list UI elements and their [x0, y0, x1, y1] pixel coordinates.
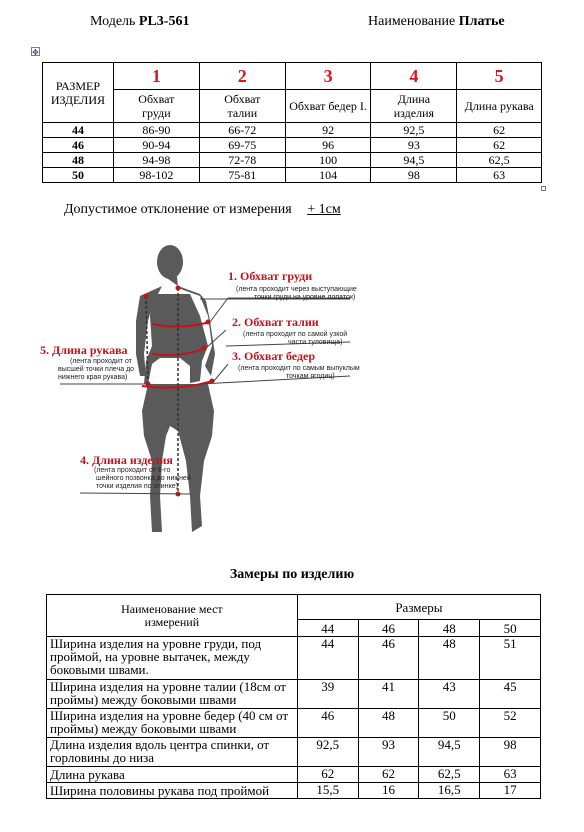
annotation-title: 1. Обхват груди — [228, 269, 313, 283]
value-cell: 94,5 — [419, 738, 480, 767]
annotation-title: 5. Длина рукава — [40, 343, 128, 357]
annotation-hips — [232, 349, 360, 380]
value-cell: 75-81 — [199, 168, 285, 183]
value-cell: 52 — [480, 709, 541, 738]
value-cell: 66-72 — [199, 123, 285, 138]
value-cell: 51 — [480, 637, 541, 680]
annotation-title: 2. Обхват талии — [232, 315, 319, 329]
table-row — [47, 680, 541, 709]
model-field — [90, 14, 189, 30]
annotation-note: шейного позвонка до нижней — [96, 475, 191, 482]
value-cell: 98 — [371, 168, 457, 183]
table-row — [43, 123, 542, 138]
measure-name: Ширина изделия на уровне груди, под проймой, на уровне вытачек, между боковыми швами. — [47, 637, 298, 680]
annotation-note: точки изделия по спинке) — [96, 483, 178, 490]
product-name-field — [368, 14, 505, 30]
column-label: Длина изделия — [371, 90, 457, 123]
measure-name: Длина изделия вдоль центра спинки, от горловины до низа — [47, 738, 298, 767]
value-cell: 98-102 — [113, 168, 199, 183]
size-header-cell: 46 — [358, 620, 419, 637]
column-number: 4 — [371, 63, 457, 90]
sizes-header: Размеры — [297, 595, 540, 620]
annotation-title: 3. Обхват бедер — [232, 349, 316, 363]
value-cell: 93 — [371, 138, 457, 153]
size-header-cell: 44 — [297, 620, 358, 637]
annotation-note: (лента проходит от — [70, 358, 132, 365]
table-row — [47, 738, 541, 767]
annotation-length — [80, 453, 191, 490]
value-cell: 98 — [480, 738, 541, 767]
measure-table — [46, 594, 541, 799]
measure-table-title: Замеры по изделию — [229, 567, 355, 582]
value-cell: 62 — [457, 138, 542, 153]
annotation-note: (лента проходит от 6-го — [94, 467, 171, 474]
size-table-header-labels — [43, 90, 542, 123]
measure-name: Длина рукава — [47, 767, 298, 783]
annotation-note: части туловища) — [288, 339, 343, 346]
table-row — [47, 783, 541, 799]
size-cell: 44 — [43, 123, 114, 138]
column-number: 5 — [457, 63, 542, 90]
column-number: 1 — [113, 63, 199, 90]
tolerance-note — [64, 202, 341, 218]
tolerance-value: + 1см — [307, 202, 341, 217]
value-cell: 48 — [358, 709, 419, 738]
table-row — [47, 637, 541, 680]
annotation-note: точки груди на уровне лопаток) — [254, 294, 356, 301]
size-header-cell: 50 — [480, 620, 541, 637]
value-cell: 92 — [285, 123, 371, 138]
table-row — [43, 153, 542, 168]
name-label: Наименование — [368, 14, 456, 29]
annotation-note: (лента проходит через выступающие — [236, 286, 357, 293]
value-cell: 100 — [285, 153, 371, 168]
value-cell: 86-90 — [113, 123, 199, 138]
value-cell: 69-75 — [199, 138, 285, 153]
value-cell: 62 — [297, 767, 358, 783]
value-cell: 93 — [358, 738, 419, 767]
value-cell: 17 — [480, 783, 541, 799]
table-row — [47, 709, 541, 738]
value-cell: 16,5 — [419, 783, 480, 799]
annotation-sleeve — [40, 343, 134, 381]
value-cell: 48 — [419, 637, 480, 680]
table-resize-handle[interactable] — [541, 186, 546, 191]
model-label: Модель — [90, 14, 136, 29]
value-cell: 63 — [480, 767, 541, 783]
value-cell: 92,5 — [297, 738, 358, 767]
column-label: Обхват талии — [199, 90, 285, 123]
size-table-corner: РАЗМЕР ИЗДЕЛИЯ — [43, 63, 114, 123]
size-cell: 48 — [43, 153, 114, 168]
value-cell: 46 — [358, 637, 419, 680]
value-cell: 62,5 — [419, 767, 480, 783]
value-cell: 104 — [285, 168, 371, 183]
value-cell: 62 — [358, 767, 419, 783]
annotation-waist — [232, 315, 347, 346]
annotation-title: 4. Длина изделия — [80, 453, 173, 467]
table-row — [43, 138, 542, 153]
annotation-note: (лента проходит по самым выпуклым — [238, 365, 360, 372]
value-cell: 41 — [358, 680, 419, 709]
value-cell: 50 — [419, 709, 480, 738]
measurement-figure — [40, 236, 400, 546]
size-cell: 50 — [43, 168, 114, 183]
column-label: Длина рукава — [457, 90, 542, 123]
table-row — [43, 168, 542, 183]
measure-name-header: Наименование мест измерений — [47, 595, 298, 637]
name-value: Платье — [458, 14, 505, 29]
tolerance-text: Допустимое отклонение от измерения — [64, 202, 292, 217]
value-cell: 16 — [358, 783, 419, 799]
value-cell: 96 — [285, 138, 371, 153]
size-table-header-numbers — [43, 63, 542, 90]
annotation-note: высшей точки плеча до — [58, 366, 135, 373]
value-cell: 62 — [457, 123, 542, 138]
value-cell: 94,5 — [371, 153, 457, 168]
column-number: 2 — [199, 63, 285, 90]
annotation-note: нижнего края рукава) — [58, 374, 128, 381]
value-cell: 94-98 — [113, 153, 199, 168]
value-cell: 44 — [297, 637, 358, 680]
size-header-cell: 48 — [419, 620, 480, 637]
value-cell: 72-78 — [199, 153, 285, 168]
column-label: Обхват бедер I. — [285, 90, 371, 123]
value-cell: 46 — [297, 709, 358, 738]
value-cell: 90-94 — [113, 138, 199, 153]
measure-name: Ширина изделия на уровне талии (18см от проймы) между боковыми швами — [47, 680, 298, 709]
value-cell: 62,5 — [457, 153, 542, 168]
table-move-handle-icon[interactable]: ✥ — [32, 48, 39, 57]
value-cell: 39 — [297, 680, 358, 709]
annotation-note: (лента проходит по самой узкой — [243, 331, 348, 338]
value-cell: 15,5 — [297, 783, 358, 799]
column-number: 3 — [285, 63, 371, 90]
model-value: PL3-561 — [138, 14, 190, 29]
annotation-chest — [228, 269, 357, 301]
value-cell: 45 — [480, 680, 541, 709]
measure-table-header — [47, 595, 541, 620]
annotation-note: точкам ягодиц) — [286, 373, 335, 380]
value-cell: 92,5 — [371, 123, 457, 138]
size-table — [42, 62, 542, 183]
size-cell: 46 — [43, 138, 114, 153]
value-cell: 63 — [457, 168, 542, 183]
column-label: Обхват груди — [113, 90, 199, 123]
measure-name: Ширина изделия на уровне бедер (40 см от проймы) между боковыми швами — [47, 709, 298, 738]
measure-name: Ширина половины рукава под проймой — [47, 783, 298, 799]
table-row — [47, 767, 541, 783]
value-cell: 43 — [419, 680, 480, 709]
